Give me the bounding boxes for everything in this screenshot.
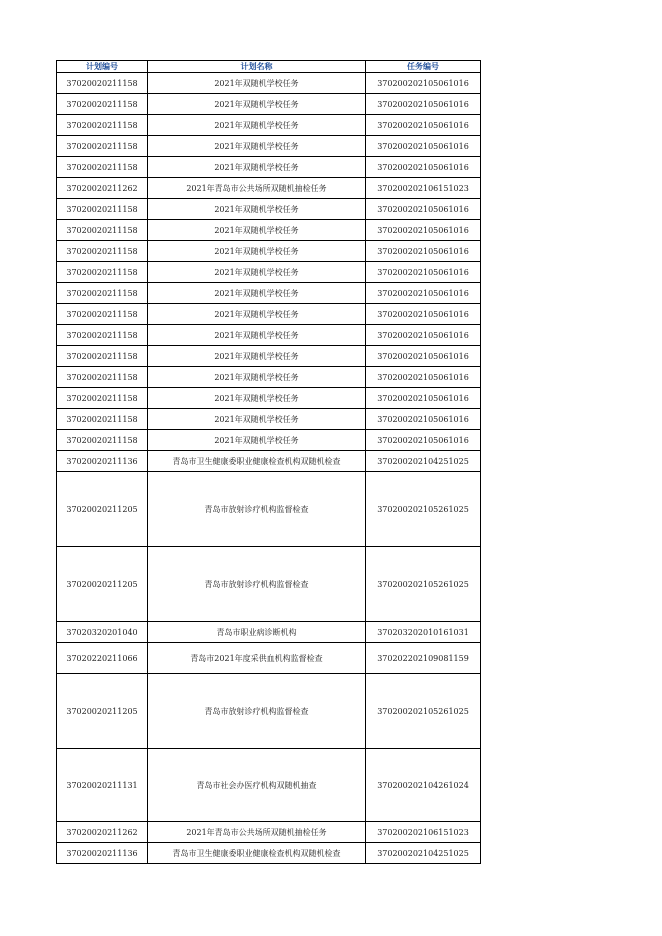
cell-task-no[interactable]: 370200202104261024 — [366, 749, 481, 822]
table-row — [57, 94, 481, 115]
cell-plan-name[interactable]: 2021年双随机学校任务 — [148, 388, 366, 409]
table-row — [57, 346, 481, 367]
cell-plan-no[interactable]: 37020020211158 — [57, 73, 148, 94]
cell-plan-no[interactable]: 37020020211158 — [57, 220, 148, 241]
table-row — [57, 547, 481, 622]
cell-task-no[interactable]: 370203202010161031 — [366, 622, 481, 643]
cell-plan-name[interactable]: 2021年双随机学校任务 — [148, 430, 366, 451]
cell-plan-name[interactable]: 2021年双随机学校任务 — [148, 262, 366, 283]
cell-plan-no[interactable]: 37020320201040 — [57, 622, 148, 643]
cell-task-no[interactable]: 370200202105061016 — [366, 220, 481, 241]
header-plan-no[interactable]: 计划编号 — [57, 61, 148, 73]
cell-plan-no[interactable]: 37020220211066 — [57, 643, 148, 674]
cell-plan-name[interactable]: 2021年双随机学校任务 — [148, 241, 366, 262]
cell-task-no[interactable]: 370200202105261025 — [366, 547, 481, 622]
cell-plan-no[interactable]: 37020020211205 — [57, 472, 148, 547]
table-row — [57, 178, 481, 199]
table-row — [57, 115, 481, 136]
cell-plan-no[interactable]: 37020020211158 — [57, 346, 148, 367]
table-row — [57, 388, 481, 409]
table-row — [57, 643, 481, 674]
cell-plan-no[interactable]: 37020020211158 — [57, 304, 148, 325]
cell-task-no[interactable]: 370200202105061016 — [366, 241, 481, 262]
cell-task-no[interactable]: 370200202104251025 — [366, 451, 481, 472]
table-row — [57, 157, 481, 178]
cell-plan-no[interactable]: 37020020211136 — [57, 843, 148, 864]
table-row — [57, 367, 481, 388]
cell-plan-name[interactable]: 2021年双随机学校任务 — [148, 73, 366, 94]
cell-plan-name[interactable]: 2021年青岛市公共场所双随机抽检任务 — [148, 178, 366, 199]
table-row — [57, 73, 481, 94]
cell-plan-no[interactable]: 37020020211158 — [57, 115, 148, 136]
table-row — [57, 220, 481, 241]
cell-task-no[interactable]: 370200202105061016 — [366, 304, 481, 325]
cell-plan-name[interactable]: 2021年双随机学校任务 — [148, 304, 366, 325]
cell-plan-name[interactable]: 2021年双随机学校任务 — [148, 199, 366, 220]
cell-plan-no[interactable]: 37020020211158 — [57, 409, 148, 430]
cell-task-no[interactable]: 370200202105061016 — [366, 283, 481, 304]
cell-plan-name[interactable]: 2021年双随机学校任务 — [148, 136, 366, 157]
cell-task-no[interactable]: 370200202105061016 — [366, 367, 481, 388]
cell-task-no[interactable]: 370200202104251025 — [366, 843, 481, 864]
cell-task-no[interactable]: 370202202109081159 — [366, 643, 481, 674]
header-row — [57, 61, 481, 73]
cell-plan-no[interactable]: 37020020211205 — [57, 547, 148, 622]
cell-plan-no[interactable]: 37020020211158 — [57, 367, 148, 388]
cell-plan-no[interactable]: 37020020211131 — [57, 749, 148, 822]
cell-plan-name[interactable]: 2021年双随机学校任务 — [148, 346, 366, 367]
cell-task-no[interactable]: 370200202105061016 — [366, 346, 481, 367]
cell-plan-no[interactable]: 37020020211136 — [57, 451, 148, 472]
cell-plan-name[interactable]: 青岛市职业病诊断机构 — [148, 622, 366, 643]
table-row — [57, 325, 481, 346]
cell-plan-name[interactable]: 2021年青岛市公共场所双随机抽检任务 — [148, 822, 366, 843]
cell-plan-name[interactable]: 2021年双随机学校任务 — [148, 220, 366, 241]
cell-plan-name[interactable]: 青岛市放射诊疗机构监督检查 — [148, 674, 366, 749]
cell-task-no[interactable]: 370200202105261025 — [366, 674, 481, 749]
cell-task-no[interactable]: 370200202105061016 — [366, 262, 481, 283]
table-row — [57, 843, 481, 864]
cell-plan-no[interactable]: 37020020211158 — [57, 325, 148, 346]
table-row — [57, 304, 481, 325]
table-row — [57, 409, 481, 430]
table-row — [57, 241, 481, 262]
cell-task-no[interactable]: 370200202105061016 — [366, 136, 481, 157]
cell-plan-no[interactable]: 37020020211158 — [57, 136, 148, 157]
table-row — [57, 749, 481, 822]
cell-plan-name[interactable]: 青岛市卫生健康委职业健康检查机构双随机检查 — [148, 843, 366, 864]
cell-plan-no[interactable]: 37020020211158 — [57, 157, 148, 178]
cell-task-no[interactable]: 370200202105061016 — [366, 157, 481, 178]
cell-plan-no[interactable]: 37020020211262 — [57, 178, 148, 199]
table-row — [57, 136, 481, 157]
cell-task-no[interactable]: 370200202105061016 — [366, 325, 481, 346]
table-row — [57, 283, 481, 304]
table-row — [57, 199, 481, 220]
cell-plan-no[interactable]: 37020020211262 — [57, 822, 148, 843]
cell-plan-no[interactable]: 37020020211158 — [57, 388, 148, 409]
cell-task-no[interactable]: 370200202105061016 — [366, 430, 481, 451]
cell-plan-name[interactable]: 青岛市放射诊疗机构监督检查 — [148, 547, 366, 622]
cell-plan-name[interactable]: 青岛市社会办医疗机构双随机抽查 — [148, 749, 366, 822]
cell-plan-name[interactable]: 2021年双随机学校任务 — [148, 283, 366, 304]
cell-plan-name[interactable]: 青岛市卫生健康委职业健康检查机构双随机检查 — [148, 451, 366, 472]
cell-plan-no[interactable]: 37020020211205 — [57, 674, 148, 749]
table-row — [57, 451, 481, 472]
table-row — [57, 430, 481, 451]
cell-plan-no[interactable]: 37020020211158 — [57, 283, 148, 304]
table-row — [57, 622, 481, 643]
table-row — [57, 674, 481, 749]
header-plan-name[interactable]: 计划名称 — [148, 61, 366, 73]
cell-task-no[interactable]: 370200202106151023 — [366, 822, 481, 843]
cell-plan-name[interactable]: 2021年双随机学校任务 — [148, 115, 366, 136]
cell-task-no[interactable]: 370200202105061016 — [366, 94, 481, 115]
cell-plan-name[interactable]: 2021年双随机学校任务 — [148, 157, 366, 178]
cell-task-no[interactable]: 370200202105061016 — [366, 199, 481, 220]
cell-plan-name[interactable]: 青岛市2021年度采供血机构监督检查 — [148, 643, 366, 674]
cell-plan-name[interactable]: 2021年双随机学校任务 — [148, 325, 366, 346]
cell-plan-no[interactable]: 37020020211158 — [57, 94, 148, 115]
cell-task-no[interactable]: 370200202105061016 — [366, 409, 481, 430]
cell-task-no[interactable]: 370200202106151023 — [366, 178, 481, 199]
task-table — [56, 60, 481, 864]
cell-task-no[interactable]: 370200202105061016 — [366, 115, 481, 136]
table-row — [57, 262, 481, 283]
table-row — [57, 822, 481, 843]
cell-plan-no[interactable]: 37020020211158 — [57, 430, 148, 451]
spreadsheet — [56, 60, 480, 864]
cell-plan-name[interactable]: 2021年双随机学校任务 — [148, 94, 366, 115]
header-task-no[interactable]: 任务编号 — [366, 61, 481, 73]
cell-plan-name[interactable]: 青岛市放射诊疗机构监督检查 — [148, 472, 366, 547]
table-row — [57, 472, 481, 547]
cell-plan-no[interactable]: 37020020211158 — [57, 262, 148, 283]
cell-plan-name[interactable]: 2021年双随机学校任务 — [148, 409, 366, 430]
cell-task-no[interactable]: 370200202105061016 — [366, 388, 481, 409]
cell-plan-no[interactable]: 37020020211158 — [57, 199, 148, 220]
cell-task-no[interactable]: 370200202105061016 — [366, 73, 481, 94]
cell-task-no[interactable]: 370200202105261025 — [366, 472, 481, 547]
cell-plan-name[interactable]: 2021年双随机学校任务 — [148, 367, 366, 388]
cell-plan-no[interactable]: 37020020211158 — [57, 241, 148, 262]
